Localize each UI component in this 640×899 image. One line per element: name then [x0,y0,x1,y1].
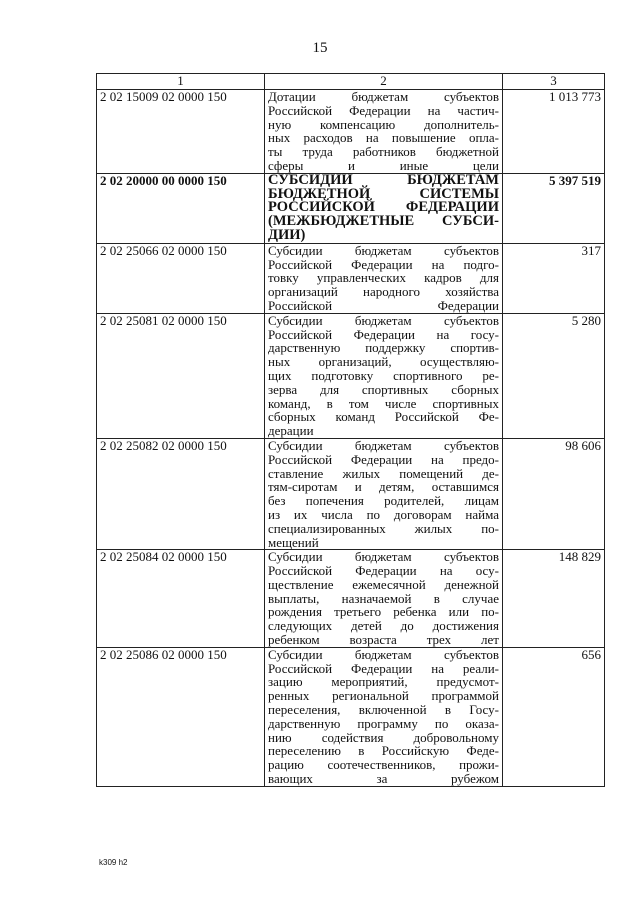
description-line: (МЕЖБЮДЖЕТНЫЕ СУБСИ- [268,213,499,230]
description-line: щих подготовку спортивного ре- [268,367,499,383]
budget-description [265,90,503,174]
description-line: дерации [268,423,314,439]
budget-amount: 656 [503,647,605,786]
description-line: Российской Федерации на предо- [268,451,499,467]
budget-code: 2 02 20000 00 0000 150 [97,173,265,243]
description-line: команд, в том числе спортивных [268,395,499,411]
description-line: СУБСИДИИ БЮДЖЕТАМ [268,171,499,188]
description-line: организаций народного хозяйства [268,284,499,300]
description-line: из их числа по договорам найма [268,506,499,522]
description-line: Российской Федерации [268,297,499,313]
table-header-row [97,74,605,90]
description-line: Российской Федерации на частич- [268,102,499,118]
table-row [97,550,605,648]
description-line: зацию мероприятий, предусмот- [268,674,499,690]
description-line: рождения третьего ребенка или по- [268,604,499,620]
description-line: переселению в Российскую Феде- [268,743,499,759]
budget-description [265,243,503,313]
description-line: выплаты, назначаемой в случае [268,590,499,606]
table-row [97,438,605,549]
description-line: ных расходов на повышение опла- [268,130,499,146]
description-line: Субсидии бюджетам субъектов [268,646,499,662]
budget-code: 2 02 25084 02 0000 150 [97,550,265,648]
description-line: товку управленческих кадров для [268,270,499,286]
description-line: Субсидии бюджетам субъектов [268,549,499,565]
description-line: дарственную поддержку спортив- [268,340,499,356]
footer-code: k309 h2 [99,858,128,867]
description-line: дарственную программу по оказа- [268,715,499,731]
description-line: Дотации бюджетам субъектов [268,89,499,104]
budget-amount: 98 606 [503,438,605,549]
column-header-amount: 3 [503,74,605,90]
table-row [97,243,605,313]
description-line: ренных региональной программой [268,688,499,704]
column-header-description: 2 [265,74,503,90]
description-line: без попечения родителей, лицам [268,493,499,509]
table-row [97,647,605,786]
budget-code: 2 02 15009 02 0000 150 [97,90,265,174]
budget-description [265,313,503,438]
budget-code: 2 02 25086 02 0000 150 [97,647,265,786]
column-header-code: 1 [97,74,265,90]
description-line: рацию соотечественников, прожи- [268,757,499,773]
description-line: Российской Федерации на осу- [268,563,499,579]
table-row [97,313,605,438]
description-line: Субсидии бюджетам субъектов [268,437,499,453]
budget-amount: 148 829 [503,550,605,648]
description-line: нию содействия добровольному [268,729,499,745]
description-line: ребенком возраста трех лет [268,632,499,648]
description-line: сферы и иные цели [268,157,499,173]
description-line: ществление ежемесячной денежной [268,576,499,592]
description-line: вающих за рубежом [268,771,499,787]
description-line: РОССИЙСКОЙ ФЕДЕРАЦИИ [268,199,499,216]
page-number: 15 [312,40,328,56]
table-row [97,90,605,174]
description-line: сборных команд Российской Фе- [268,409,499,425]
description-line: переселения, включенной в Госу- [268,702,499,718]
description-line: ты труда работников бюджетной [268,144,499,160]
description-line: тям-сиротам и детям, оставшимся [268,479,499,495]
description-line: специализированных жилых по- [268,520,499,536]
description-line: ных организаций, осуществляю- [268,354,499,370]
description-line: ДИИ) [268,226,306,243]
description-line: Субсидии бюджетам субъектов [268,242,499,258]
description-line: Субсидии бюджетам субъектов [268,312,499,328]
budget-code: 2 02 25066 02 0000 150 [97,243,265,313]
description-line: следующих детей до достижения [268,618,499,634]
budget-description [265,173,503,243]
budget-code: 2 02 25082 02 0000 150 [97,438,265,549]
budget-description [265,550,503,648]
description-line: ную компенсацию дополнитель- [268,116,499,132]
budget-amount: 317 [503,243,605,313]
description-line: ставление жилых помещений де- [268,465,499,481]
budget-amount: 1 013 773 [503,90,605,174]
table-body [97,90,605,787]
description-line: БЮДЖЕТНОЙ СИСТЕМЫ [268,185,499,202]
description-line: Российской Федерации на подго- [268,256,499,272]
budget-description [265,647,503,786]
budget-description [265,438,503,549]
budget-code: 2 02 25081 02 0000 150 [97,313,265,438]
description-line: Российской Федерации на госу- [268,326,499,342]
budget-amount: 5 280 [503,313,605,438]
description-line: Российской Федерации на реали- [268,660,499,676]
budget-amount: 5 397 519 [503,173,605,243]
budget-table [96,73,605,787]
description-line: зерва для спортивных сборных [268,381,499,397]
table-row [97,173,605,243]
description-line: мещений [268,534,319,550]
